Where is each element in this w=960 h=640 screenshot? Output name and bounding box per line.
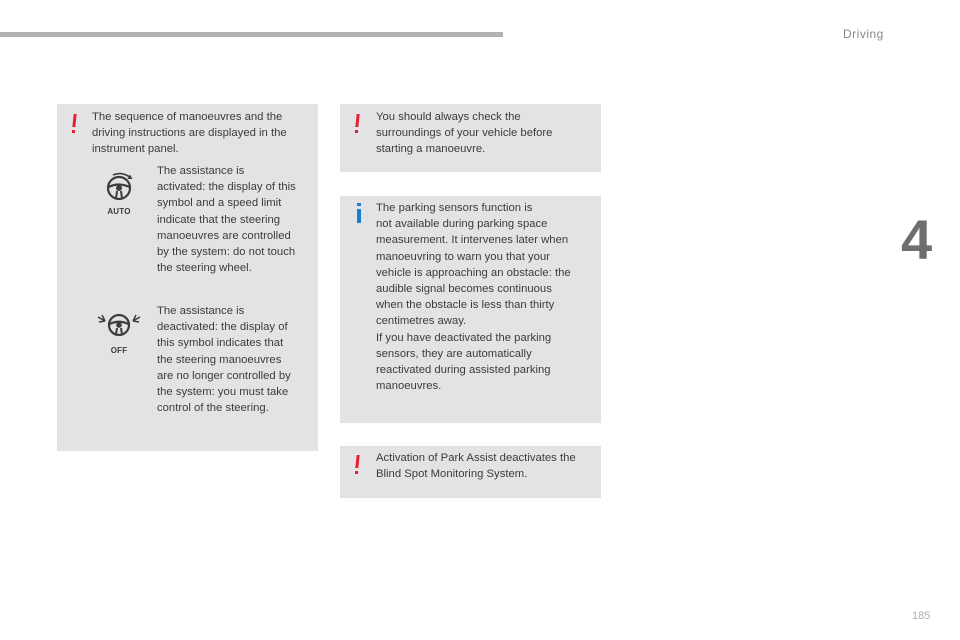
chapter-number: 4 bbox=[901, 208, 933, 271]
park-assist-activation-text: Activation of Park Assist deactivates the Blind Spot Monitoring System. bbox=[376, 452, 576, 481]
steering-auto-symbol bbox=[102, 170, 136, 218]
display-warning-text: The sequence of manoeuvres and the driving instructions are displayed in the instrument panel. bbox=[92, 111, 287, 156]
assistance-activated-text: The assistance is activated: the display of this symbol and a speed limit indicate that the steering manoeuvres are controlled by the system: do not touch the steering wheel. bbox=[157, 165, 296, 275]
steering-wheel-off-icon bbox=[96, 308, 142, 342]
assistance-deactivated-text: The assistance is deactivated: the display of this symbol indicates that the steering manoeuvres are no longer controlled by the system: you must take control of the steering. bbox=[157, 305, 291, 415]
off-label: OFF bbox=[110, 346, 128, 355]
steering-wheel-auto-icon bbox=[102, 170, 136, 206]
parking-sensors-text: The parking sensors function is not available during parking space measurement. It intervenes later when manoeuvring to warn you that your vehicle is approaching an obstacle: the audible signal becomes continuous when the obstacle is less than thirty centimetres away. If you have deactivated the parking sensors, they are automatically reactivated during assisted parking manoeuvres. bbox=[376, 202, 571, 393]
section-title: Driving bbox=[843, 27, 884, 41]
header-rule bbox=[0, 32, 503, 37]
auto-label: AUTO bbox=[107, 207, 131, 216]
steering-off-symbol bbox=[96, 308, 142, 356]
page-number: 185 bbox=[912, 610, 931, 622]
check-surroundings-text: You should always check the surroundings of your vehicle before starting a manoeuvre. bbox=[376, 111, 553, 156]
